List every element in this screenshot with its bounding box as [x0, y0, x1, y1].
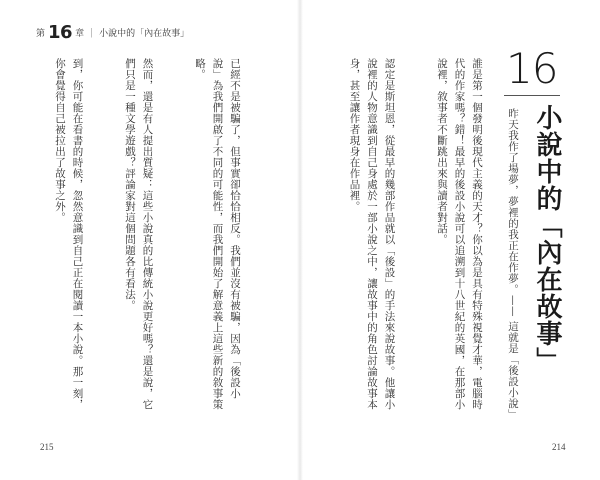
chapter-rule: [504, 95, 560, 96]
running-header-prefix: 第: [36, 29, 46, 39]
page-number-left: 215: [40, 442, 54, 452]
right-page-body: [310, 58, 520, 413]
running-header-title: 小說中的「內在故事」: [99, 29, 190, 39]
page-number-right: 214: [552, 442, 566, 452]
paragraph: 已經不是被騙了，但事實卻恰恰相反。我們並沒有被騙，因為「後設小說」為我們開啟了不同的可能性，而我們開始了解意義上這些新的敘事策略。: [194, 58, 241, 410]
running-header: [36, 22, 189, 43]
running-header-separator: |: [90, 27, 94, 38]
paragraph: 然而，還是有人提出質疑：這些小說真的比傳統小說更好嗎？還是說，它們只是一種文學遊戲？評論家對這個問題各有看法。: [124, 58, 154, 410]
paragraph: 認定是斯坦恩，從最早的幾部作品就以「後設」的手法來說故事。他讓小說裡的人物意識到自己身處於一部小說之中，讓故事中的角色討論故事本身，甚至讓作者現身在作品裡。: [348, 58, 396, 410]
running-header-chapter-number: 16: [48, 22, 73, 43]
chapter-subtitle: 昨天我作了場夢，夢裡的我正在作夢。—— 這就是「後設小說」: [507, 108, 519, 420]
left-page-body: [28, 58, 278, 413]
running-header-suffix: 章: [75, 29, 85, 39]
paragraph: 誰是第一個發明後現代主義的天才？你以為是具有特殊視覺才華，電腦時代的作家嗎？錯！最早的後設小說可以追溯到十八世紀的英國，在那部小說裡，敘事者不斷跳出來與讀者對話。: [436, 58, 483, 410]
chapter-title: 小說中的「內在故事」: [532, 104, 562, 374]
chapter-number: 16: [506, 44, 558, 93]
paragraph: 到，你可能在看書的時候，忽然意識到自己正在閱讀一本小說。那一刻，你會覺得自己被拉出了故事之外。: [54, 58, 84, 410]
